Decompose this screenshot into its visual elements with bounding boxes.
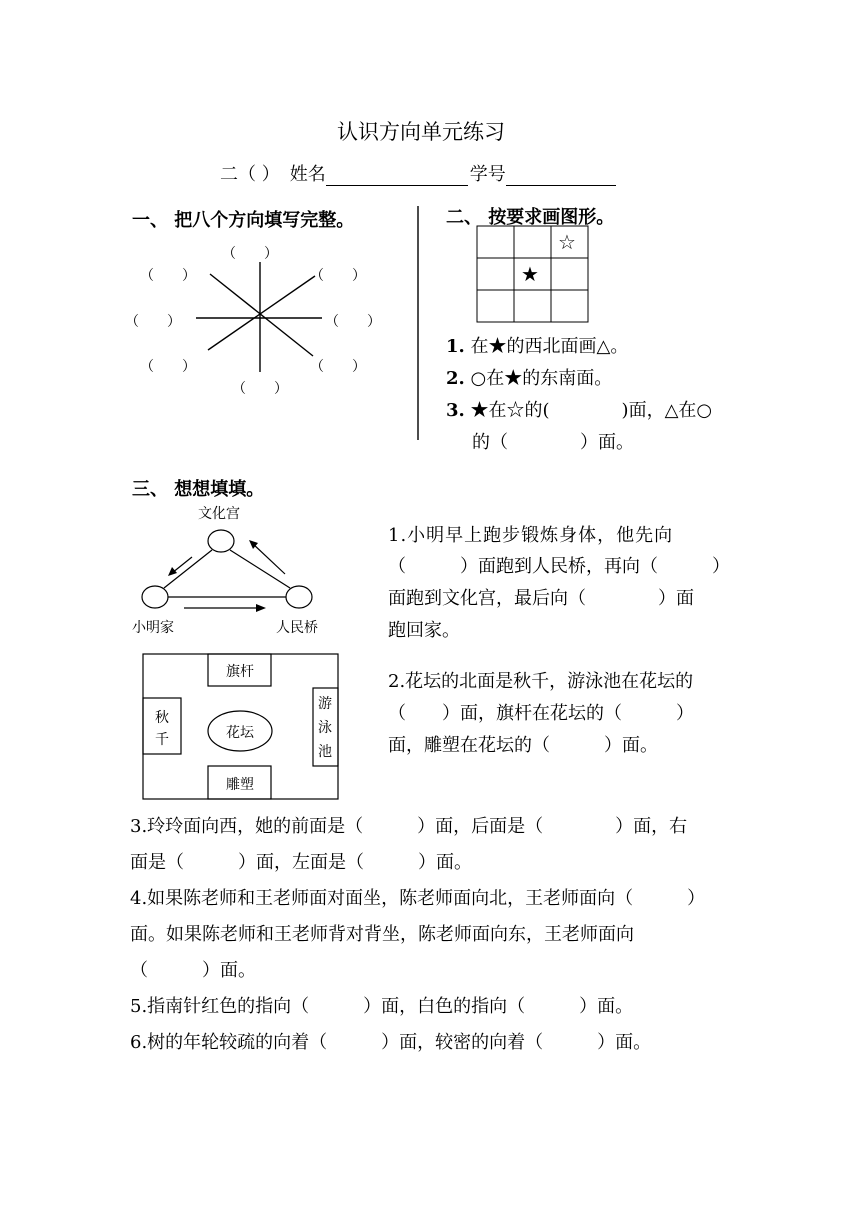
section3-question-2-line-1: 2.花坛的北面是秋千，游泳池在花坛的 — [388, 671, 694, 692]
student-id-label: 学号 — [469, 164, 506, 185]
question-text: 在★的西北面画△。 — [470, 336, 629, 357]
label-sculpture: 雕塑 — [226, 777, 254, 793]
section2-heading: 二、 按要求画图形。 — [446, 207, 615, 228]
question-text: ★在☆的( )面，△在○ — [470, 400, 713, 421]
hollow-star-icon: ☆ — [558, 230, 576, 254]
direction-blank-west[interactable]: （ ） — [125, 314, 181, 330]
label-swimming-pool: 游泳池 — [318, 696, 332, 760]
direction-blank-southeast[interactable]: （ ） — [310, 359, 366, 375]
question-number: 3. — [446, 400, 465, 421]
section3-question-1-line-4: 跑回家。 — [388, 620, 460, 641]
section3-question-2-line-2: （ ）面，旗杆在花坛的（ ） — [388, 703, 694, 724]
question-number: 1. — [446, 336, 465, 357]
label-renmin-bridge: 人民桥 — [276, 620, 318, 636]
direction-blank-north[interactable]: （ ） — [222, 246, 278, 262]
section2-question-3-continued: 的（ ）面。 — [472, 432, 634, 453]
question-text: ○在★的东南面。 — [470, 368, 613, 389]
section3-question-4-line-2: 面。如果陈老师和王老师背对背坐，陈老师面向东，王老师面向 — [130, 924, 634, 945]
question-number: 2. — [446, 368, 465, 389]
section3-question-3-line-2: 面是（ ）面，左面是（ ）面。 — [130, 852, 472, 873]
label-swing: 秋千 — [155, 710, 169, 748]
direction-blank-northeast[interactable]: （ ） — [310, 268, 366, 284]
section3-question-1-line-2: （ ）面跑到人民桥，再向（ ） — [388, 556, 730, 577]
section3-question-4-line-1: 4.如果陈老师和王老师面对面坐，陈老师面向北，王老师面向（ ） — [130, 888, 706, 909]
section3-question-5: 5.指南针红色的指向（ ）面，白色的指向（ ）面。 — [130, 996, 634, 1017]
name-label: 姓名 — [289, 164, 326, 185]
class-label: 二（ ） — [220, 164, 280, 185]
section1-heading: 一、 把八个方向填写完整。 — [132, 210, 355, 231]
section3-question-2-line-3: 面，雕塑在花坛的（ ）面。 — [388, 735, 658, 756]
section3-question-1-line-1: 1.小明早上跑步锻炼身体，他先向 — [388, 525, 674, 546]
label-flagpole: 旗杆 — [226, 664, 254, 680]
section3-question-4-line-3: （ ）面。 — [130, 960, 256, 981]
label-cultural-palace: 文化宫 — [198, 506, 240, 522]
section3-question-1-line-3: 面跑到文化宫，最后向（ ）面 — [388, 588, 694, 609]
direction-blank-southwest[interactable]: （ ） — [140, 359, 196, 375]
label-flower-bed: 花坛 — [226, 725, 254, 741]
direction-blank-south[interactable]: （ ） — [232, 381, 288, 397]
page-title: 认识方向单元练习 — [337, 120, 505, 144]
solid-star-icon: ★ — [521, 262, 539, 286]
section3-question-3-line-1: 3.玲玲面向西，她的前面是（ ）面，后面是（ ）面，右 — [130, 816, 688, 837]
label-xiaoming-home: 小明家 — [132, 620, 174, 636]
direction-blank-east[interactable]: （ ） — [325, 314, 381, 330]
section3-question-6: 6.树的年轮较疏的向着（ ）面，较密的向着（ ）面。 — [130, 1032, 652, 1053]
section3-heading: 三、 想想填填。 — [132, 479, 265, 500]
direction-blank-northwest[interactable]: （ ） — [140, 268, 196, 284]
